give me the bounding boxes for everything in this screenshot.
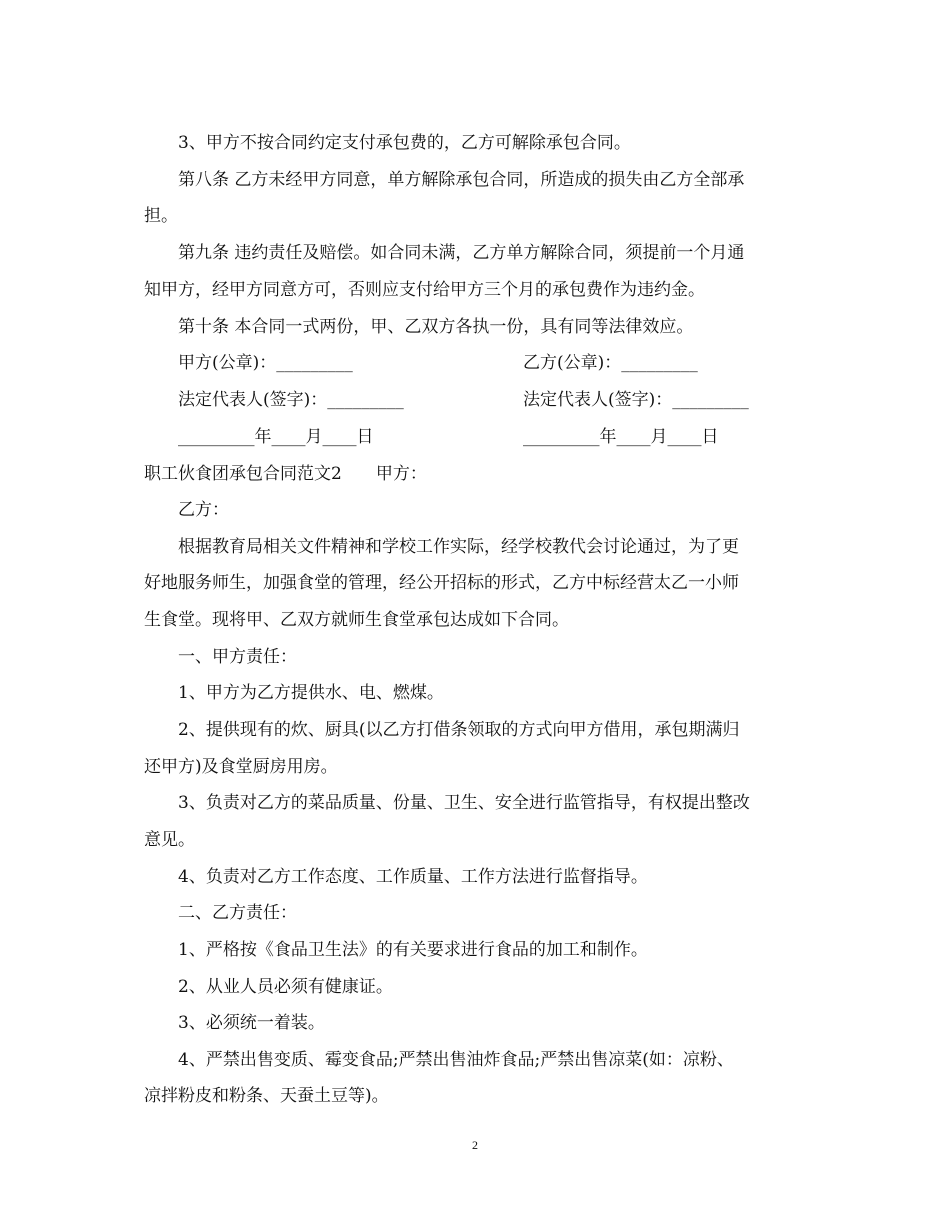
clause-item: 1、甲方为乙方提供水、电、燃煤。	[178, 683, 444, 703]
paragraph: 第十条 本合同一式两份，甲、乙双方各执一份，具有同等法律效应。	[178, 317, 694, 337]
party-b-representative: 法定代表人(签字)：_________	[523, 390, 749, 410]
paragraph: 生食堂。现将甲、乙双方就师生食堂承包达成如下合同。	[144, 610, 569, 630]
party-b-date: _________年____月____日	[523, 427, 719, 447]
clause-item: 还甲方)及食堂厨房用房。	[144, 757, 338, 777]
clause-item: 2、提供现有的炊、厨具(以乙方打借条领取的方式向甲方借用，承包期满归	[178, 720, 740, 740]
party-a-representative: 法定代表人(签字)：_________	[178, 390, 404, 410]
section-heading: 职工伙食团承包合同范文2	[144, 464, 342, 484]
paragraph: 第八条 乙方未经甲方同意，单方解除承包合同，所造成的损失由乙方全部承	[178, 170, 745, 190]
clause-item: 2、从业人员必须有健康证。	[178, 977, 393, 997]
party-b-label: 乙方：	[178, 500, 229, 520]
clause-item: 凉拌粉皮和粉条、天蚕土豆等)。	[144, 1086, 389, 1106]
party-a-date: _________年____月____日	[178, 427, 374, 447]
paragraph: 好地服务师生，加强食堂的管理，经公开招标的形式，乙方中标经营太乙一小师	[144, 573, 739, 593]
party-a-label: 甲方：	[375, 464, 427, 484]
paragraph: 担。	[144, 206, 178, 226]
party-b-seal: 乙方(公章)：_________	[523, 353, 698, 373]
page-number: 2	[472, 1138, 478, 1152]
clause-item: 3、必须统一着装。	[178, 1013, 325, 1033]
clause-item: 4、严禁出售变质、霉变食品;严禁出售油炸食品;严禁出售凉菜(如：凉粉、	[178, 1050, 734, 1070]
paragraph: 根据教育局相关文件精神和学校工作实际，经学校教代会讨论通过，为了更	[178, 537, 739, 557]
clause-heading: 二、乙方责任：	[178, 903, 297, 923]
paragraph: 知甲方，经甲方同意方可，否则应支付给甲方三个月的承包费作为违约金。	[144, 280, 705, 300]
section-heading-line	[144, 463, 814, 485]
clause-item: 意见。	[144, 830, 195, 850]
clause-item: 3、负责对乙方的菜品质量、份量、卫生、安全进行监管指导，有权提出整改	[178, 793, 750, 813]
paragraph: 第九条 违约责任及赔偿。如合同未满，乙方单方解除合同，须提前一个月通	[178, 243, 745, 263]
party-a-seal: 甲方(公章)：_________	[178, 353, 353, 373]
paragraph: 3、甲方不按合同约定支付承包费的，乙方可解除承包合同。	[178, 133, 631, 153]
clause-item: 1、严格按《食品卫生法》的有关要求进行食品的加工和制作。	[178, 940, 648, 960]
clause-heading: 一、甲方责任：	[178, 647, 297, 667]
clause-item: 4、负责对乙方工作态度、工作质量、工作方法进行监督指导。	[178, 867, 648, 887]
